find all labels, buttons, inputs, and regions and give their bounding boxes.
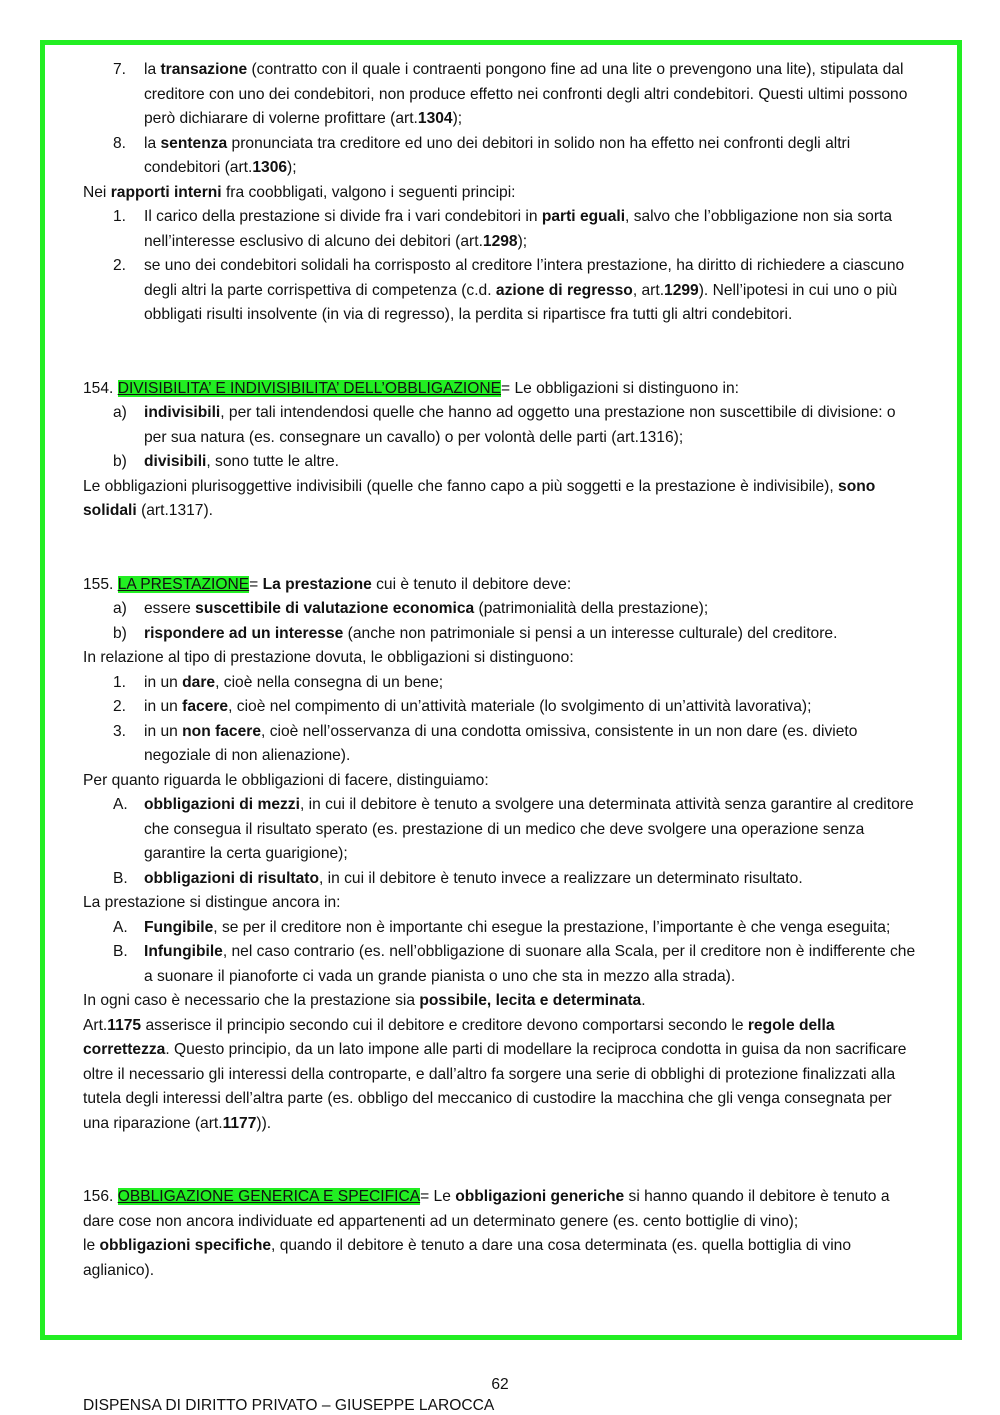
section-number: 155. [83, 575, 118, 593]
text: , in cui il debitore è tenuto invece a realizzare un determinato risultato. [319, 869, 803, 887]
paragraph: Per quanto riguarda le obbligazioni di facere, distinguiamo: [83, 771, 489, 789]
list-item [83, 695, 918, 720]
text: , in cui il debitore è tenuto a svolgere una determinata attività senza garantire al creditore che consegua il risultato sperato (es. prestazione di un medico che deve svolgere una operazione senza garantire la certa guarigione); [144, 796, 914, 862]
list-item [83, 132, 918, 181]
bold-term: rispondere ad un interesse [144, 624, 344, 642]
bold-term: parti eguali [541, 208, 626, 225]
document-body [83, 58, 918, 1283]
list-item [83, 671, 918, 696]
article-ref: 1299 [664, 281, 699, 299]
list-number: 2. [113, 257, 127, 274]
text: Le obbligazioni plurisoggettive indivisibili (quelle che fanno capo a più soggetti e la prestazione è indivisibile), [83, 477, 839, 495]
list-number: 1. [113, 208, 127, 225]
paragraph: La prestazione si distingue ancora in: [83, 894, 341, 911]
text: , cioè nella consegna di un bene; [215, 673, 444, 691]
list-item [83, 793, 918, 867]
text: . Questo principio, da un lato impone alle parti di modellare la reciproca condotta in guisa da non sacrificare oltre il necessario gli interessi della controparte, e dall’altro fa sorgere una serie di obblighi di protezione finalizzati alla tutela degli interessi dell’altra parte (es. obbligo del meccanico di custodire la macchina che gli venga consegnata per una riparazione (art. [83, 1041, 907, 1132]
list-item [83, 58, 918, 132]
list-item [83, 720, 918, 769]
text: ); [287, 159, 297, 176]
bold-term: possibile, lecita e determinata [419, 992, 642, 1009]
section-title: DIVISIBILITA’ E INDIVISIBILITA’ DELL’OBBLIGAZIONE [117, 379, 501, 397]
list-number: 3. [113, 722, 127, 740]
text: , cioè nell’osservanza di una condotta omissiva, consistente in un non dare (es. divieto negoziale di non alienazione). [144, 722, 858, 764]
bold-term: non facere [182, 722, 262, 740]
text: , salvo che l’obbligazione non sia sorta nell’interesse esclusivo di alcuno dei debitori (art. [144, 208, 893, 250]
bold-term: La prestazione [262, 575, 372, 593]
list-marker: a) [113, 600, 127, 617]
list-marker: b) [113, 453, 127, 470]
list-marker: b) [113, 624, 127, 642]
list-item [83, 450, 918, 475]
text: pronunciata tra creditore ed uno dei debitori in solido non ha effetto nei confronti degli altri condebitori (art. [144, 134, 851, 176]
paragraph [83, 1234, 918, 1283]
list-number: 1. [113, 673, 127, 691]
list-marker: A. [113, 796, 128, 813]
paragraph [83, 181, 918, 206]
section-number: 154. [83, 379, 118, 397]
text: (art.1317). [136, 502, 214, 519]
bold-term: obbligazioni di mezzi [144, 796, 300, 813]
bold-term: obbligazioni specifiche [99, 1237, 272, 1254]
text: ). Nell’ipotesi in cui uno o più obbligati risulti insolvente (in via di regresso), la perdita si ripartisce fra tutti gli altri condebitori. [144, 281, 898, 323]
list-item [83, 205, 918, 254]
bold-term: obbligazioni generiche [455, 1188, 625, 1205]
section-spacer [83, 524, 918, 573]
paragraph: In relazione al tipo di prestazione dovuta, le obbligazioni si distinguono: [83, 649, 574, 666]
bold-term: Fungibile [144, 918, 214, 936]
paragraph [83, 475, 918, 524]
bold-term: rapporti interni [110, 183, 222, 201]
bold-term: azione di regresso [495, 281, 633, 299]
bold-term: divisibili [144, 453, 207, 470]
article-ref: 1304 [417, 110, 453, 127]
text: (patrimonialità della prestazione); [474, 600, 709, 617]
section-title: OBBLIGAZIONE GENERICA E SPECIFICA [117, 1188, 421, 1205]
text: in un [144, 698, 183, 715]
text: la [144, 61, 161, 78]
text: . [641, 992, 646, 1009]
text: = [249, 575, 263, 593]
text: Il carico della prestazione si divide fra i vari condebitori in [144, 208, 542, 225]
list-item [83, 254, 918, 328]
bold-term: sono solidali [83, 477, 876, 519]
bold-term: indivisibili [144, 404, 221, 421]
text: in un [144, 722, 183, 740]
list-marker: B. [113, 943, 128, 960]
bold-term: regole della correttezza [83, 1016, 835, 1058]
bold-term: facere [182, 698, 229, 715]
bold-term: suscettibile di valutazione economica [195, 600, 475, 617]
list-item [83, 401, 918, 450]
section-heading [83, 377, 918, 402]
text: la [144, 134, 161, 152]
bold-term: transazione [160, 61, 248, 78]
bold-term: sentenza [160, 134, 228, 152]
list-item [83, 916, 918, 941]
text: Art. [83, 1016, 108, 1034]
list-item [83, 597, 918, 622]
text: = Le [420, 1188, 456, 1205]
text: asserisce il principio secondo cui il debitore e creditore devono comportarsi secondo le [141, 1016, 748, 1034]
text: , cioè nel compimento di un’attività materiale (lo svolgimento di un’attività lavorativa); [228, 698, 812, 715]
text: fra coobbligati, valgono i seguenti principi: [221, 183, 516, 201]
text: essere [144, 600, 196, 617]
text: se uno dei condebitori solidali ha corrisposto al creditore l’intera prestazione, ha diritto di richiedere a ciascuno degli altri la parte corrispettiva di competenza (c.d. [144, 257, 905, 299]
text: ); [452, 110, 463, 127]
list-item [83, 940, 918, 989]
text: = Le obbligazioni si distinguono in: [501, 379, 739, 397]
text: , nel caso contrario (es. nell’obbligazione di suonare alla Scala, per il creditore non è indifferente che a suonare il pianoforte ci vada un grande pianista o uno che sta in mezzo alla strada). [144, 943, 916, 985]
text: cui è tenuto il debitore deve: [371, 575, 572, 593]
text: Nei [83, 183, 111, 201]
section-heading [83, 1185, 918, 1234]
page-number: 62 [491, 1376, 509, 1393]
bold-term: obbligazioni di risultato [144, 869, 319, 887]
paragraph [83, 989, 918, 1014]
text: , se per il creditore non è importante chi esegue la prestazione, l’importante è che venga eseguita; [213, 918, 891, 936]
article-ref: 1306 [252, 159, 288, 176]
text: In ogni caso è necessario che la prestazione sia [83, 992, 420, 1009]
paragraph [83, 1014, 918, 1137]
list-number: 8. [113, 134, 127, 152]
text: )). [256, 1114, 272, 1132]
article-ref: 1298 [482, 232, 518, 250]
section-number: 156. [83, 1188, 118, 1205]
text: (contratto con il quale i contraenti pongono fine ad una lite o prevengono una lite), stipulata dal creditore con uno dei condebitori, non produce effetto nei confronti degli altri condebitori. Questi ultimi possono però dichiarare di volerne profittare (art. [144, 61, 908, 127]
bold-term: Infungibile [144, 943, 223, 960]
list-item [83, 622, 918, 647]
text: , quando il debitore è tenuto a dare una cosa determinata (es. quella bottiglia di vino aglianico). [83, 1237, 852, 1279]
list-marker: a) [113, 404, 127, 421]
text: , per tali intendendosi quelle che hanno ad oggetto una prestazione non suscettibile di divisione: o per sua natura (es. consegnare un cavallo) o per volontà delle parti (art.1316); [144, 404, 896, 446]
page-footer: DISPENSA DI DIRITTO PRIVATO – GIUSEPPE LAROCCA [83, 1397, 495, 1414]
list-item [83, 867, 918, 892]
text: in un [144, 673, 183, 691]
list-marker: A. [113, 918, 128, 936]
list-marker: B. [113, 869, 128, 887]
section-spacer [83, 328, 918, 377]
section-spacer [83, 1136, 918, 1185]
article-ref: 1175 [107, 1016, 142, 1034]
section-heading [83, 573, 918, 598]
text: ); [517, 232, 528, 250]
list-number: 2. [113, 698, 127, 715]
section-title: LA PRESTAZIONE [117, 575, 250, 593]
text: le [83, 1237, 100, 1254]
article-ref: 1177 [222, 1114, 257, 1132]
text: , sono tutte le altre. [206, 453, 340, 470]
list-number: 7. [113, 61, 127, 78]
text: , art. [632, 281, 665, 299]
bold-term: dare [182, 673, 216, 691]
text: si hanno quando il debitore è tenuto a dare cose non ancora individuate ed appartenenti ad un determinato genere (es. cento bottiglie di vino); [83, 1188, 890, 1230]
text: (anche non patrimoniale si pensi a un interesse culturale) del creditore. [343, 624, 838, 642]
